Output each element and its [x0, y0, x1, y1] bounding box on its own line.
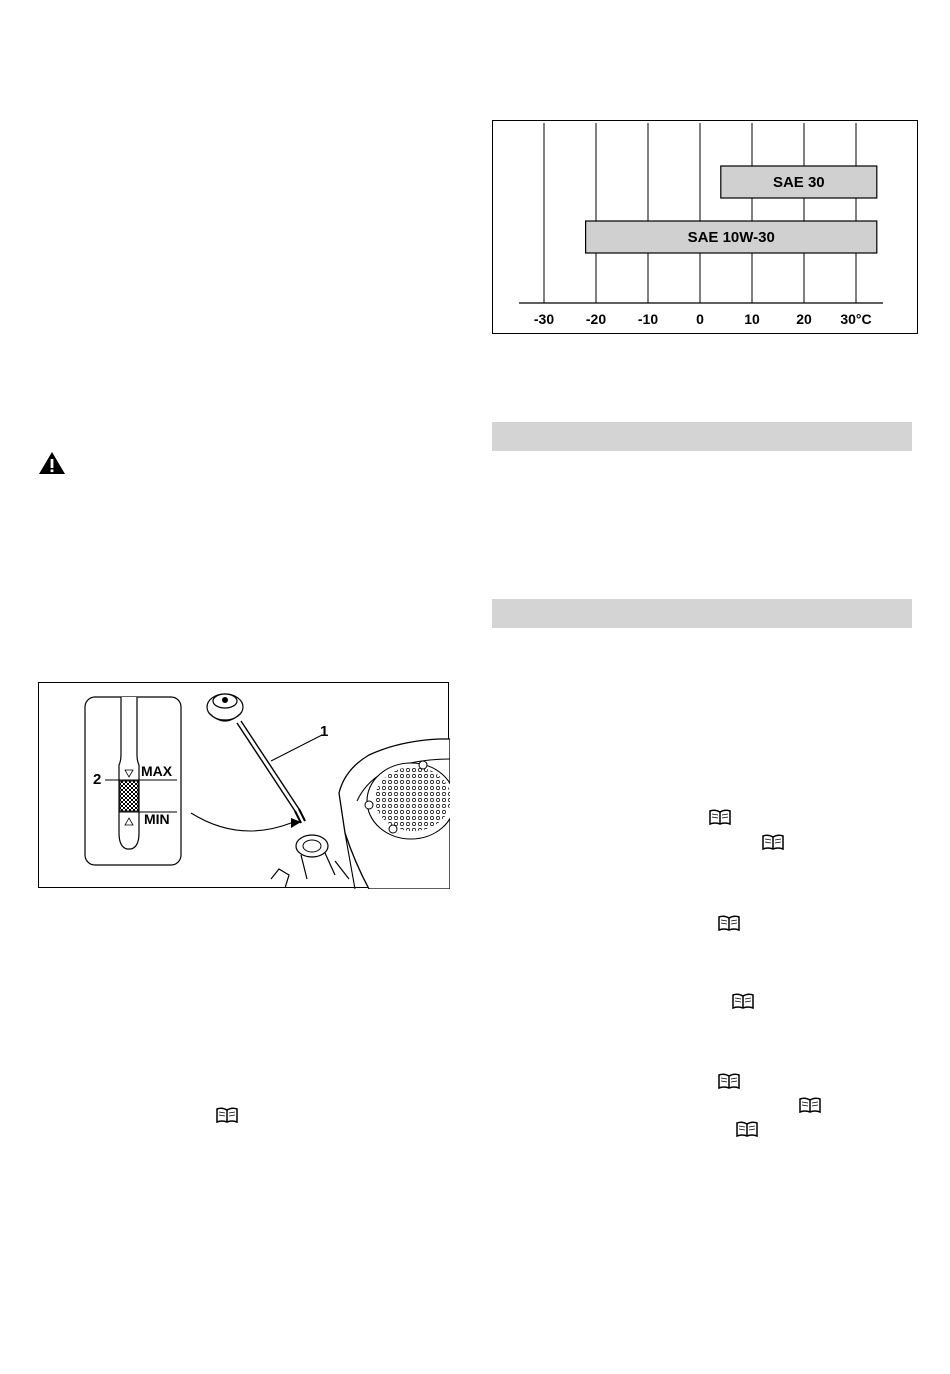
manual-reference-icon [762, 834, 784, 850]
manual-reference-icon [718, 1073, 740, 1089]
section-heading-bar [492, 422, 912, 451]
x-tick-label: -20 [585, 311, 607, 327]
max-label: MAX [141, 763, 173, 779]
chart-canvas [493, 121, 919, 335]
x-tick-label: -10 [637, 311, 659, 327]
oil-range-label: SAE 10W-30 [687, 229, 775, 246]
oil-range-label: SAE 30 [772, 174, 825, 191]
callout-2-label: 2 [93, 771, 102, 788]
manual-reference-icon [216, 1107, 238, 1123]
callout-1-label: 1 [320, 723, 329, 740]
manual-reference-icon [799, 1097, 821, 1113]
manual-reference-icon [709, 809, 731, 825]
min-label: MIN [144, 811, 170, 827]
oil-viscosity-chart [492, 120, 918, 334]
warning-triangle-icon [38, 451, 66, 475]
x-tick-label: 20 [796, 311, 812, 327]
manual-reference-icon [718, 915, 740, 931]
dipstick-figure [38, 682, 449, 888]
manual-reference-icon [732, 993, 754, 1009]
section-heading-bar [492, 599, 912, 628]
x-tick-label: 30°C [840, 311, 872, 327]
manual-reference-icon [736, 1121, 758, 1137]
x-tick-label: -30 [533, 311, 555, 327]
x-tick-label: 10 [744, 311, 760, 327]
x-tick-label: 0 [696, 311, 704, 327]
